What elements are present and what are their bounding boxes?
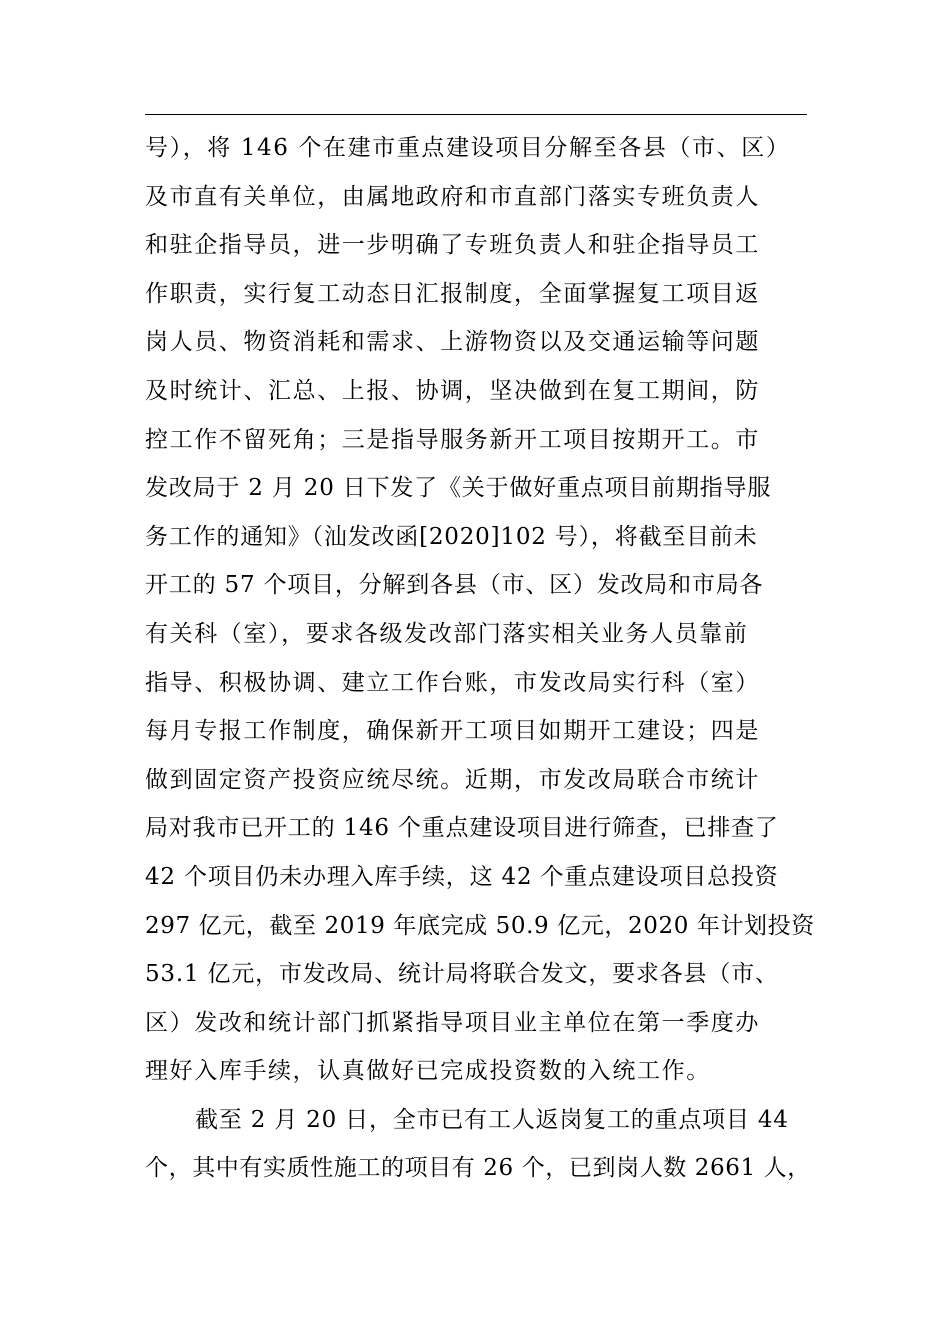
text-line: 每月专报工作制度，确保新开工项目如期开工建设；四是 [145,718,760,745]
paragraph-first-line: 截至 2 月 20 日，全市已有工人返岗复工的重点项目 44 [195,1106,789,1133]
text-line: 局对我市已开工的 146 个重点建设项目进行筛查，已排查了 [145,815,779,842]
header-rule [145,114,807,115]
text-line: 指导、积极协调、建立工作台账，市发改局实行科（室） [145,669,760,696]
body-text [145,124,815,1193]
text-line: 作职责，实行复工动态日汇报制度，全面掌握复工项目返 [145,280,760,307]
text-line: 及市直有关单位，由属地政府和市直部门落实专班负责人 [145,183,760,210]
text-line: 岗人员、物资消耗和需求、上游物资以及交通运输等问题 [145,329,760,356]
text-line: 号），将 146 个在建市重点建设项目分解至各县（市、区） [145,135,791,161]
text-line: 务工作的通知》（汕发改函[2020]102 号），将截至目前未 [145,523,758,550]
text-line: 理好入库手续，认真做好已完成投资数的入统工作。 [145,1058,711,1085]
text-line: 42 个项目仍未办理入库手续，这 42 个重点建设项目总投资 [145,863,779,890]
text-line: 区）发改和统计部门抓紧指导项目业主单位在第一季度办 [145,1009,760,1036]
text-line: 发改局于 2 月 20 日下发了《关于做好重点项目前期指导服 [145,475,772,502]
text-line: 做到固定资产投资应统尽统。近期，市发改局联合市统计 [145,766,760,793]
text-line: 开工的 57 个项目，分解到各县（市、区）发改局和市局各 [145,572,764,599]
text-line: 53.1 亿元，市发改局、统计局将联合发文，要求各县（市、 [145,961,779,988]
text-line: 及时统计、汇总、上报、协调，坚决做到在复工期间，防 [145,377,760,404]
text-line: 和驻企指导员，进一步明确了专班负责人和驻企指导员工 [145,232,760,259]
text-line: 297 亿元，截至 2019 年底完成 50.9 亿元，2020 年计划投资 [145,912,815,939]
text-line: 个，其中有实质性施工的项目有 26 个，已到岗人数 2661 人， [145,1155,811,1182]
text-line: 控工作不留死角；三是指导服务新开工项目按期开工。市 [145,426,760,453]
text-line: 有关科（室），要求各级发改部门落实相关业务人员靠前 [145,620,749,647]
